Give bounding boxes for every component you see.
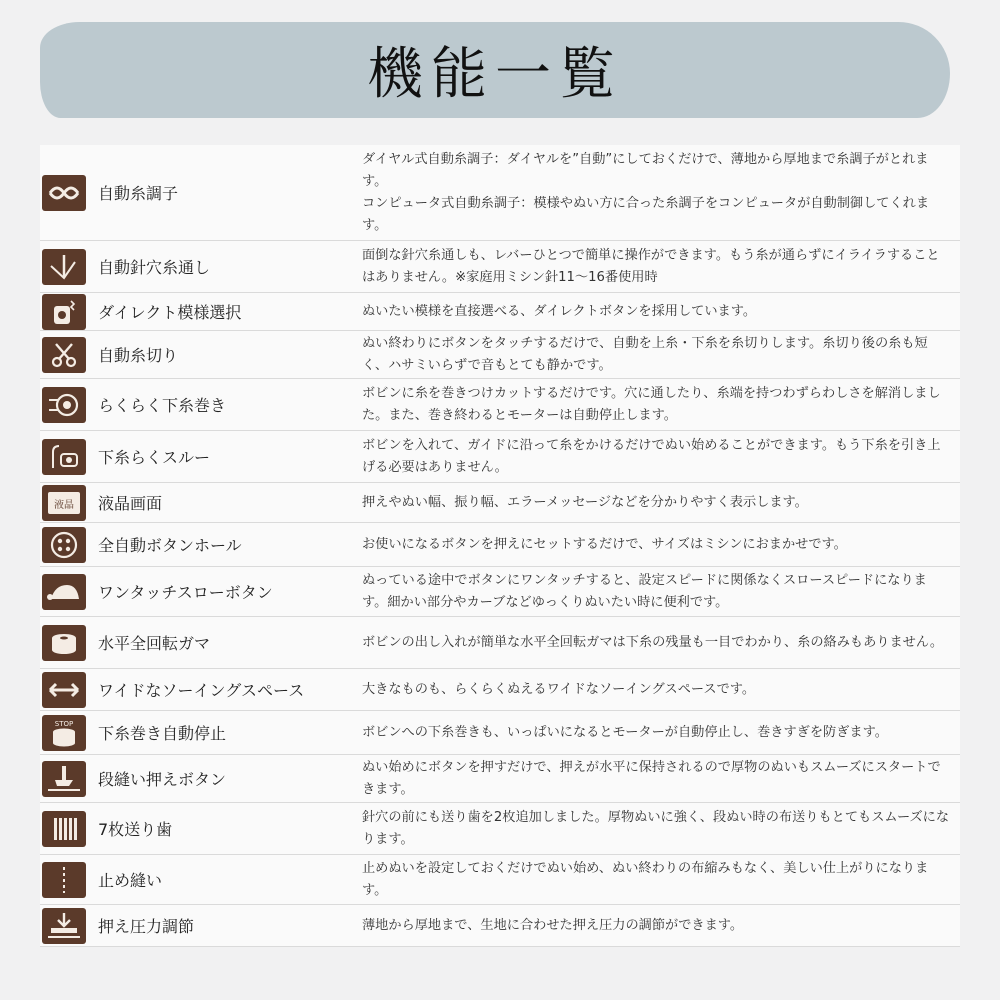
feature-name: 押え圧力調節	[98, 917, 195, 936]
feature-description: 止めぬいを設定しておくだけでぬい始め、ぬい終わりの布縮みもなく、美しい仕上がりになります。	[362, 860, 929, 898]
feature-description: 押えやぬい幅、振り幅、エラーメッセージなどを分かりやすく表示します。	[362, 494, 808, 510]
page-title: 機能一覧	[367, 42, 623, 107]
feature-row	[40, 617, 960, 669]
lcd-screen-icon	[42, 485, 86, 521]
needle-threader-icon	[42, 249, 86, 285]
feature-description: 大きなものも、らくらくぬえるワイドなソーイングスペースです。	[362, 681, 756, 697]
feature-row	[40, 567, 960, 617]
feature-description: ぬいたい模様を直接選べる、ダイレクトボタンを採用しています。	[362, 303, 757, 319]
feature-description: 面倒な針穴糸通しも、レバーひとつで簡単に操作ができます。もう糸が通らずにイライラすることはありません。※家庭用ミシン針11〜16番使用時	[362, 247, 940, 285]
feature-row	[40, 755, 960, 803]
thread-cutter-icon	[42, 337, 86, 373]
feature-name: ワイドなソーイングスペース	[98, 681, 305, 700]
feature-description: ぬっている途中でボタンにワンタッチすると、設定スピードに関係なくスロースピードになります。細かい部分やカーブなどゆっくりぬいたい時に便利です。	[362, 572, 927, 610]
bobbin-winding-icon	[42, 387, 86, 423]
title-banner	[40, 22, 950, 118]
feature-table	[40, 145, 960, 947]
feature-row	[40, 241, 960, 293]
feature-description: ダイヤル式自動糸調子：ダイヤルを”自動”にしておくだけで、薄地から厚地まで糸調子がとれます。 コンピュータ式自動糸調子：模様やぬい方に合った糸調子をコンピュータが自動制御してくれます。	[362, 151, 930, 233]
wide-space-icon	[42, 672, 86, 708]
lock-stitch-icon	[42, 862, 86, 898]
feature-name: 止め縫い	[98, 871, 163, 890]
feature-name: 下糸巻き自動停止	[98, 724, 227, 743]
feature-row	[40, 293, 960, 331]
feature-description: ぬい始めにボタンを押すだけで、押えが水平に保持されるので厚物のぬいもスムーズにスタートできます。	[362, 759, 941, 797]
bobbin-stop-icon	[42, 715, 86, 751]
feature-row	[40, 523, 960, 567]
feature-name: 自動糸切り	[98, 346, 179, 365]
feature-description: 針穴の前にも送り歯を2枚追加しました。厚物ぬいに強く、段ぬい時の布送りもとてもスムーズになります。	[362, 809, 950, 847]
svg-text:STOP: STOP	[54, 719, 74, 728]
feature-row	[40, 379, 960, 431]
feature-row	[40, 669, 960, 711]
feed-dogs-icon	[42, 811, 86, 847]
feature-name: ワンタッチスローボタン	[98, 583, 273, 602]
presser-pressure-icon	[42, 908, 86, 944]
feature-name: 7枚送り歯	[98, 820, 173, 839]
feature-name: 全自動ボタンホール	[98, 536, 242, 555]
feature-name: 自動針穴糸通し	[98, 258, 211, 277]
thread-tension-icon	[42, 175, 86, 211]
feature-description: ボビンの出し入れが簡単な水平全回転ガマは下糸の残量も一目でわかり、糸の絡みもありません。	[362, 634, 944, 650]
feature-description: ぬい終わりにボタンをタッチするだけで、自動を上糸・下糸を糸切りします。糸切り後の糸も短く、ハサミいらずで音もとても静かです。	[362, 335, 928, 373]
feature-description: お使いになるボタンを押えにセットするだけで、サイズはミシンにおまかせです。	[362, 536, 847, 552]
feature-description: ボビンを入れて、ガイドに沿って糸をかけるだけでぬい始めることができます。もう下糸を引き上げる必要はありません。	[362, 437, 941, 475]
buttonhole-icon	[42, 527, 86, 563]
feature-description: ボビンに糸を巻きつけカットするだけです。穴に通したり、糸端を持つわずらわしさを解消しました。また、巻き終わるとモーターは自動停止します。	[362, 385, 941, 423]
presser-foot-button-icon	[42, 761, 86, 797]
bobbin-drop-in-icon	[42, 439, 86, 475]
feature-row	[40, 331, 960, 379]
feature-row	[40, 431, 960, 483]
horizontal-hook-icon	[42, 625, 86, 661]
feature-row	[40, 483, 960, 523]
feature-name: らくらく下糸巻き	[98, 396, 227, 415]
pattern-select-icon	[42, 294, 86, 330]
feature-name: 段縫い押えボタン	[98, 770, 227, 789]
feature-row	[40, 145, 960, 241]
feature-name: 液晶画面	[98, 494, 163, 513]
feature-row	[40, 711, 960, 755]
feature-name: ダイレクト模様選択	[98, 303, 242, 322]
feature-row	[40, 855, 960, 905]
svg-text:液晶: 液晶	[54, 499, 74, 511]
slow-speed-icon	[42, 574, 86, 610]
feature-name: 自動糸調子	[98, 184, 179, 203]
feature-description: 薄地から厚地まで、生地に合わせた押え圧力の調節ができます。	[362, 917, 744, 933]
feature-row	[40, 905, 960, 947]
feature-description: ボビンへの下糸巻きも、いっぱいになるとモーターが自動停止し、巻きすぎを防ぎます。	[362, 724, 888, 740]
feature-name: 水平全回転ガマ	[98, 634, 211, 653]
feature-name: 下糸らくスルー	[98, 448, 211, 467]
feature-row	[40, 803, 960, 855]
